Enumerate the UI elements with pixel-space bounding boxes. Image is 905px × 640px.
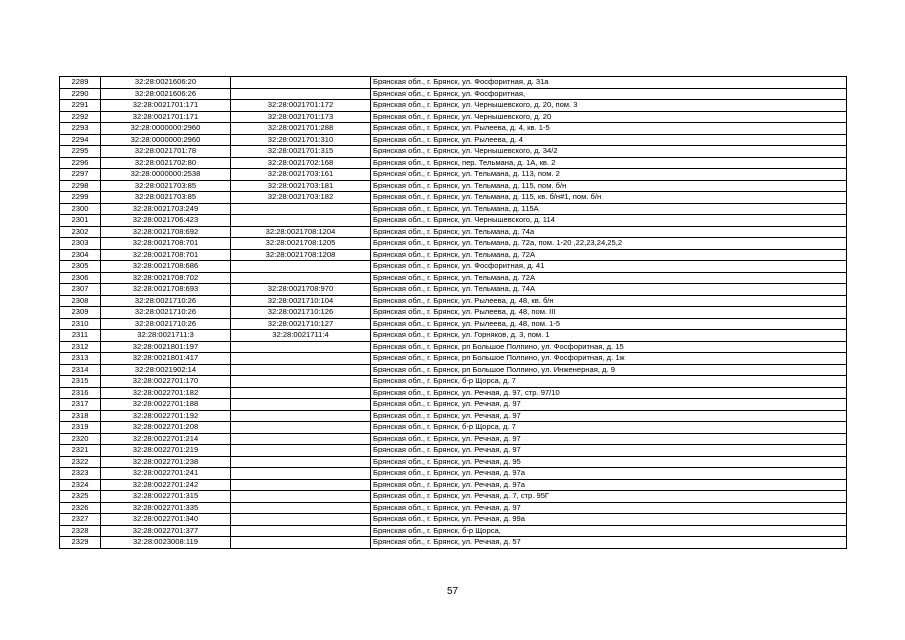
row-number-cell: 2290	[60, 88, 101, 100]
cadastral-number-cell: 32:28:0021701:78	[101, 146, 231, 158]
row-number-cell: 2326	[60, 502, 101, 514]
object-number-cell	[231, 514, 371, 526]
object-number-cell: 32:28:0021701:173	[231, 111, 371, 123]
table-row	[60, 445, 847, 457]
table-row	[60, 100, 847, 112]
row-number-cell: 2322	[60, 456, 101, 468]
row-number-cell: 2328	[60, 525, 101, 537]
table-row	[60, 537, 847, 549]
table-row	[60, 410, 847, 422]
address-cell: Брянская обл., г. Брянск, ул. Речная, д. 97	[371, 399, 847, 411]
cadastral-number-cell: 32:28:0021801:197	[101, 341, 231, 353]
cadastral-number-cell: 32:28:0021703:85	[101, 192, 231, 204]
table-row	[60, 203, 847, 215]
table-row	[60, 353, 847, 365]
object-number-cell: 32:28:0021702:168	[231, 157, 371, 169]
row-number-cell: 2316	[60, 387, 101, 399]
table-row	[60, 422, 847, 434]
cadastral-number-cell: 32:28:0021606:26	[101, 88, 231, 100]
object-number-cell: 32:28:0021710:126	[231, 307, 371, 319]
address-cell: Брянская обл., г. Брянск, пер. Тельмана, д. 1А, кв. 2	[371, 157, 847, 169]
object-number-cell: 32:28:0021703:181	[231, 180, 371, 192]
table-row	[60, 215, 847, 227]
object-number-cell	[231, 445, 371, 457]
cadastral-number-cell: 32:28:0022701:219	[101, 445, 231, 457]
row-number-cell: 2309	[60, 307, 101, 319]
cadastral-number-cell: 32:28:0000000:2538	[101, 169, 231, 181]
row-number-cell: 2296	[60, 157, 101, 169]
table-row	[60, 307, 847, 319]
object-number-cell: 32:28:0021710:104	[231, 295, 371, 307]
row-number-cell: 2320	[60, 433, 101, 445]
object-number-cell	[231, 88, 371, 100]
row-number-cell: 2289	[60, 77, 101, 89]
table-row	[60, 433, 847, 445]
address-cell: Брянская обл., г. Брянск, рп Большое Полпино, ул. Фосфоритная, д. 1ж	[371, 353, 847, 365]
table-row	[60, 456, 847, 468]
address-cell: Брянская обл., г. Брянск, ул. Чернышевского, д. 20, пом. 3	[371, 100, 847, 112]
object-number-cell	[231, 203, 371, 215]
table-row	[60, 157, 847, 169]
object-number-cell	[231, 410, 371, 422]
address-cell: Брянская обл., г. Брянск, рп Большое Полпино, ул. Инженерная, д. 9	[371, 364, 847, 376]
address-cell: Брянская обл., г. Брянск, ул. Чернышевского, д. 20	[371, 111, 847, 123]
row-number-cell: 2299	[60, 192, 101, 204]
row-number-cell: 2317	[60, 399, 101, 411]
table-row	[60, 123, 847, 135]
object-number-cell	[231, 272, 371, 284]
address-cell: Брянская обл., г. Брянск, ул. Тельмана, д. 113, пом. 2	[371, 169, 847, 181]
cadastral-number-cell: 32:28:0021708:701	[101, 238, 231, 250]
cadastral-number-cell: 32:28:0021710:26	[101, 295, 231, 307]
address-cell: Брянская обл., г. Брянск, ул. Рылеева, д. 48, пом. III	[371, 307, 847, 319]
address-cell: Брянская обл., г. Брянск, ул. Речная, д. 97, стр. 97/10	[371, 387, 847, 399]
address-cell: Брянская обл., г. Брянск, ул. Рылеева, д. 48, пом. 1-5	[371, 318, 847, 330]
address-cell: Брянская обл., г. Брянск, ул. Чернышевского, д. 34/2	[371, 146, 847, 158]
row-number-cell: 2312	[60, 341, 101, 353]
object-number-cell	[231, 399, 371, 411]
row-number-cell: 2305	[60, 261, 101, 273]
object-number-cell: 32:28:0021701:288	[231, 123, 371, 135]
object-number-cell	[231, 341, 371, 353]
cadastral-table-body	[60, 77, 847, 549]
address-cell: Брянская обл., г. Брянск, ул. Фосфоритная,	[371, 88, 847, 100]
cadastral-number-cell: 32:28:0022701:182	[101, 387, 231, 399]
object-number-cell	[231, 387, 371, 399]
table-row	[60, 376, 847, 388]
table-row	[60, 146, 847, 158]
row-number-cell: 2292	[60, 111, 101, 123]
address-cell: Брянская обл., г. Брянск, ул. Тельмана, д. 74А	[371, 284, 847, 296]
cadastral-number-cell: 32:28:0021708:702	[101, 272, 231, 284]
table-row	[60, 272, 847, 284]
table-row	[60, 238, 847, 250]
table-row	[60, 514, 847, 526]
row-number-cell: 2315	[60, 376, 101, 388]
row-number-cell: 2310	[60, 318, 101, 330]
cadastral-number-cell: 32:28:0022701:214	[101, 433, 231, 445]
table-row	[60, 169, 847, 181]
table-row	[60, 77, 847, 89]
row-number-cell: 2302	[60, 226, 101, 238]
row-number-cell: 2297	[60, 169, 101, 181]
address-cell: Брянская обл., г. Брянск, ул. Речная, д. 97а	[371, 468, 847, 480]
row-number-cell: 2291	[60, 100, 101, 112]
row-number-cell: 2311	[60, 330, 101, 342]
object-number-cell	[231, 77, 371, 89]
address-cell: Брянская обл., г. Брянск, б-р Щорса, д. 7	[371, 376, 847, 388]
row-number-cell: 2325	[60, 491, 101, 503]
object-number-cell	[231, 215, 371, 227]
object-number-cell	[231, 479, 371, 491]
object-number-cell: 32:28:0021708:1208	[231, 249, 371, 261]
cadastral-number-cell: 32:28:0021711:3	[101, 330, 231, 342]
row-number-cell: 2323	[60, 468, 101, 480]
cadastral-number-cell: 32:28:0021703:249	[101, 203, 231, 215]
row-number-cell: 2303	[60, 238, 101, 250]
table-row	[60, 111, 847, 123]
address-cell: Брянская обл., г. Брянск, ул. Рылеева, д. 48, кв. б/н	[371, 295, 847, 307]
row-number-cell: 2313	[60, 353, 101, 365]
object-number-cell	[231, 456, 371, 468]
row-number-cell: 2307	[60, 284, 101, 296]
table-row	[60, 468, 847, 480]
table-row	[60, 399, 847, 411]
row-number-cell: 2324	[60, 479, 101, 491]
table-row	[60, 134, 847, 146]
address-cell: Брянская обл., г. Брянск, ул. Речная, д. 97	[371, 445, 847, 457]
address-cell: Брянская обл., г. Брянск, ул. Тельмана, д. 72а, пом. 1-20 ,22,23,24,25,2	[371, 238, 847, 250]
object-number-cell	[231, 491, 371, 503]
object-number-cell: 32:28:0021703:182	[231, 192, 371, 204]
object-number-cell	[231, 422, 371, 434]
row-number-cell: 2327	[60, 514, 101, 526]
row-number-cell: 2300	[60, 203, 101, 215]
cadastral-number-cell: 32:28:0022701:242	[101, 479, 231, 491]
row-number-cell: 2321	[60, 445, 101, 457]
cadastral-number-cell: 32:28:0022701:188	[101, 399, 231, 411]
row-number-cell: 2295	[60, 146, 101, 158]
cadastral-number-cell: 32:28:0022701:315	[101, 491, 231, 503]
address-cell: Брянская обл., г. Брянск, б-р Щорса, д. 7	[371, 422, 847, 434]
row-number-cell: 2319	[60, 422, 101, 434]
object-number-cell: 32:28:0021708:1205	[231, 238, 371, 250]
row-number-cell: 2304	[60, 249, 101, 261]
row-number-cell: 2308	[60, 295, 101, 307]
cadastral-number-cell: 32:28:0021702:80	[101, 157, 231, 169]
cadastral-number-cell: 32:28:0022701:377	[101, 525, 231, 537]
table-row	[60, 341, 847, 353]
table-row	[60, 330, 847, 342]
row-number-cell: 2318	[60, 410, 101, 422]
address-cell: Брянская обл., г. Брянск, ул. Речная, д. 95	[371, 456, 847, 468]
row-number-cell: 2298	[60, 180, 101, 192]
table-row	[60, 364, 847, 376]
address-cell: Брянская обл., г. Брянск, ул. Фосфоритная, д. 31а	[371, 77, 847, 89]
table-row	[60, 192, 847, 204]
object-number-cell: 32:28:0021701:172	[231, 100, 371, 112]
cadastral-number-cell: 32:28:0022701:170	[101, 376, 231, 388]
table-row	[60, 249, 847, 261]
table-row	[60, 318, 847, 330]
cadastral-number-cell: 32:28:0021701:171	[101, 111, 231, 123]
address-cell: Брянская обл., г. Брянск, ул. Тельмана, д. 72А	[371, 249, 847, 261]
address-cell: Брянская обл., г. Брянск, ул. Рылеева, д. 4, кв. 1-5	[371, 123, 847, 135]
address-cell: Брянская обл., г. Брянск, ул. Речная, д. 57	[371, 537, 847, 549]
row-number-cell: 2293	[60, 123, 101, 135]
address-cell: Брянская обл., г. Брянск, ул. Тельмана, д. 115, кв. б/н#1, пом. б/н	[371, 192, 847, 204]
table-row	[60, 479, 847, 491]
address-cell: Брянская обл., г. Брянск, ул. Речная, д. 7, стр. 95Г	[371, 491, 847, 503]
cadastral-table	[59, 76, 847, 549]
table-row	[60, 226, 847, 238]
row-number-cell: 2306	[60, 272, 101, 284]
object-number-cell	[231, 468, 371, 480]
address-cell: Брянская обл., г. Брянск, рп Большое Полпино, ул. Фосфоритная, д. 15	[371, 341, 847, 353]
cadastral-number-cell: 32:28:0022701:340	[101, 514, 231, 526]
cadastral-number-cell: 32:28:0022701:335	[101, 502, 231, 514]
address-cell: Брянская обл., г. Брянск, б-р Щорса,	[371, 525, 847, 537]
table-row	[60, 295, 847, 307]
address-cell: Брянская обл., г. Брянск, ул. Тельмана, д. 74а	[371, 226, 847, 238]
table-row	[60, 525, 847, 537]
row-number-cell: 2329	[60, 537, 101, 549]
row-number-cell: 2301	[60, 215, 101, 227]
cadastral-number-cell: 32:28:0021710:26	[101, 318, 231, 330]
object-number-cell	[231, 364, 371, 376]
table-row	[60, 261, 847, 273]
address-cell: Брянская обл., г. Брянск, ул. Тельмана, д. 115А	[371, 203, 847, 215]
object-number-cell	[231, 353, 371, 365]
address-cell: Брянская обл., г. Брянск, ул. Речная, д. 97	[371, 433, 847, 445]
cadastral-number-cell: 32:28:0021706:423	[101, 215, 231, 227]
cadastral-number-cell: 32:28:0000000:2960	[101, 134, 231, 146]
address-cell: Брянская обл., г. Брянск, ул. Тельмана, д. 72А	[371, 272, 847, 284]
object-number-cell: 32:28:0021703:161	[231, 169, 371, 181]
object-number-cell	[231, 261, 371, 273]
address-cell: Брянская обл., г. Брянск, ул. Фосфоритная, д. 41	[371, 261, 847, 273]
cadastral-number-cell: 32:28:0022701:192	[101, 410, 231, 422]
cadastral-number-cell: 32:28:0022701:238	[101, 456, 231, 468]
table-row	[60, 502, 847, 514]
object-number-cell: 32:28:0021710:127	[231, 318, 371, 330]
cadastral-number-cell: 32:28:0021710:26	[101, 307, 231, 319]
object-number-cell	[231, 537, 371, 549]
row-number-cell: 2314	[60, 364, 101, 376]
object-number-cell	[231, 502, 371, 514]
cadastral-number-cell: 32:28:0022701:241	[101, 468, 231, 480]
table-row	[60, 491, 847, 503]
table-row	[60, 284, 847, 296]
page-number: 57	[446, 586, 459, 597]
object-number-cell: 32:28:0021701:310	[231, 134, 371, 146]
address-cell: Брянская обл., г. Брянск, ул. Речная, д. 97а	[371, 479, 847, 491]
table-row	[60, 180, 847, 192]
object-number-cell: 32:28:0021711:4	[231, 330, 371, 342]
address-cell: Брянская обл., г. Брянск, ул. Чернышевского, д. 114	[371, 215, 847, 227]
object-number-cell	[231, 433, 371, 445]
object-number-cell	[231, 525, 371, 537]
cadastral-number-cell: 32:28:0022701:208	[101, 422, 231, 434]
cadastral-number-cell: 32:28:0021701:171	[101, 100, 231, 112]
object-number-cell: 32:28:0021708:1204	[231, 226, 371, 238]
address-cell: Брянская обл., г. Брянск, ул. Тельмана, д. 115, пом. б/н	[371, 180, 847, 192]
table-row	[60, 387, 847, 399]
cadastral-number-cell: 32:28:0021902:14	[101, 364, 231, 376]
cadastral-number-cell: 32:28:0021801:417	[101, 353, 231, 365]
address-cell: Брянская обл., г. Брянск, ул. Горняков, д. 3, пом. 1	[371, 330, 847, 342]
object-number-cell	[231, 376, 371, 388]
cadastral-number-cell: 32:28:0021708:701	[101, 249, 231, 261]
cadastral-number-cell: 32:28:0000000:2960	[101, 123, 231, 135]
cadastral-number-cell: 32:28:0023008:119	[101, 537, 231, 549]
cadastral-number-cell: 32:28:0021708:692	[101, 226, 231, 238]
row-number-cell: 2294	[60, 134, 101, 146]
cadastral-number-cell: 32:28:0021708:693	[101, 284, 231, 296]
cadastral-number-cell: 32:28:0021703:85	[101, 180, 231, 192]
cadastral-number-cell: 32:28:0021606:20	[101, 77, 231, 89]
cadastral-number-cell: 32:28:0021708:686	[101, 261, 231, 273]
address-cell: Брянская обл., г. Брянск, ул. Речная, д. 99а	[371, 514, 847, 526]
address-cell: Брянская обл., г. Брянск, ул. Речная, д. 97	[371, 502, 847, 514]
object-number-cell: 32:28:0021701:315	[231, 146, 371, 158]
address-cell: Брянская обл., г. Брянск, ул. Рылеева, д. 4	[371, 134, 847, 146]
address-cell: Брянская обл., г. Брянск, ул. Речная, д. 97	[371, 410, 847, 422]
object-number-cell: 32:28:0021708:970	[231, 284, 371, 296]
table-row	[60, 88, 847, 100]
